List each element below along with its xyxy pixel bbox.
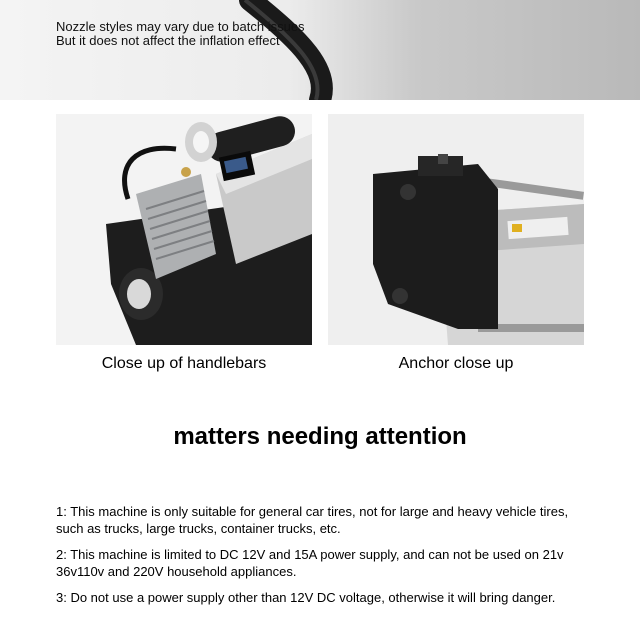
top-banner [0, 0, 640, 100]
handlebars-photo [56, 114, 312, 345]
anchor-photo [328, 114, 584, 345]
anchor-caption: Anchor close up [398, 355, 514, 372]
note-item: 2: This machine is limited to DC 12V and 15A power supply, and can not be used on 21v 36v110v and 220V household appliances. [56, 547, 564, 579]
note-item: 1: This machine is only suitable for general car tires, not for large and heavy vehicle tires, such as trucks, large trucks, container trucks, etc. [56, 504, 569, 536]
note-item: 3: Do not use a power supply other than 12V DC voltage, otherwise it will bring danger. [56, 590, 556, 605]
batch-notice [56, 20, 305, 48]
attention-heading: matters needing attention [173, 423, 467, 450]
air-hose-image [0, 0, 640, 100]
notice-line-2: But it does not affect the inflation effect [56, 33, 280, 48]
notice-line-1: Nozzle styles may vary due to batch issues [56, 19, 305, 34]
handlebars-caption: Close up of handlebars [101, 355, 267, 372]
attention-notes [56, 503, 596, 615]
